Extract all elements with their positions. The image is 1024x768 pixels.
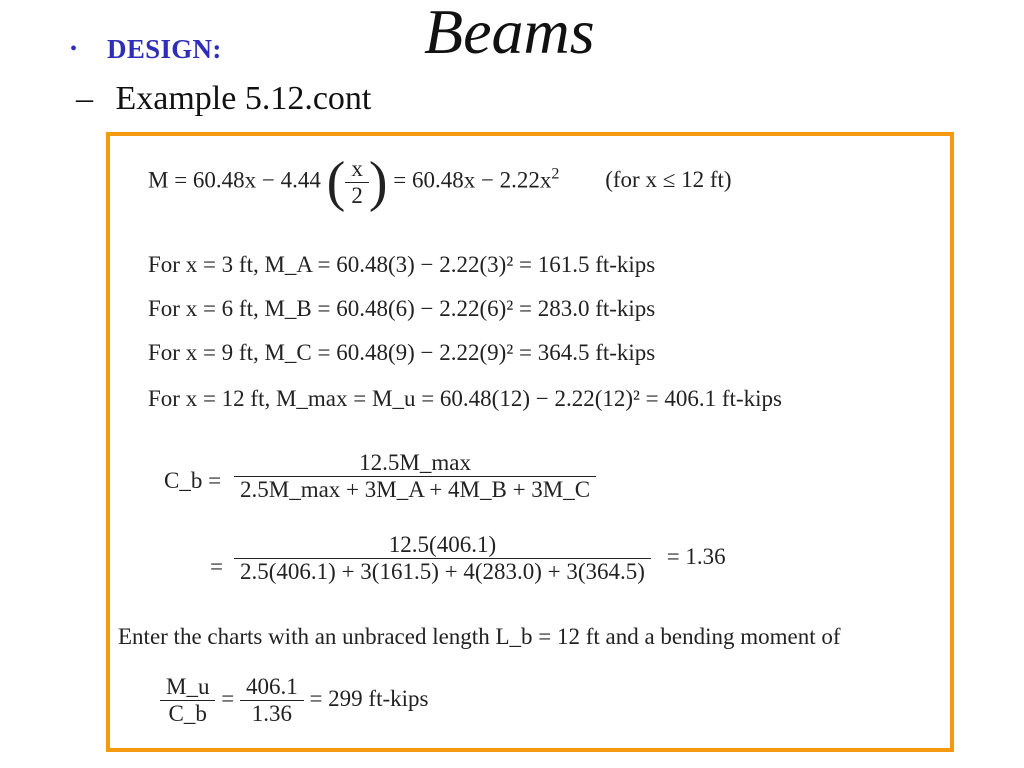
final-d2: 1.36	[240, 700, 304, 727]
eq1-lhs: M = 60.48x − 4.44	[148, 167, 321, 193]
cb2-frac	[234, 532, 651, 585]
bullet-row	[70, 34, 222, 65]
cb-den: 2.5M_max + 3M_A + 4M_B + 3M_C	[234, 476, 596, 503]
cb2-den: 2.5(406.1) + 3(161.5) + 4(283.0) + 3(364.5)	[234, 558, 651, 585]
slide-title: Beams	[424, 0, 595, 67]
moment-line-c: For x = 9 ft, M_C = 60.48(9) − 2.22(9)² = 364.5 ft-kips	[148, 340, 656, 365]
eq1-frac-num: x	[351, 155, 363, 181]
cb2-num: 12.5(406.1)	[388, 532, 497, 557]
cb-label: C_b =	[164, 468, 222, 493]
final-d1: C_b	[160, 700, 215, 727]
cb2-fraction	[234, 532, 726, 585]
design-label: DESIGN:	[107, 34, 222, 64]
eq1-rhs: = 60.48x − 2.22x	[393, 167, 552, 193]
final-equation	[160, 674, 428, 727]
eq1-fraction	[345, 156, 369, 209]
cb-fraction	[234, 450, 596, 503]
left-paren: (	[326, 151, 346, 213]
moment-equation	[148, 151, 732, 213]
dash-icon: –	[76, 80, 93, 117]
right-paren: )	[368, 151, 388, 213]
moment-line-a: For x = 3 ft, M_A = 60.48(3) − 2.22(3)² = 161.5 ft-kips	[148, 252, 656, 277]
cb-num: 12.5M_max	[359, 450, 471, 475]
final-n2: 406.1	[245, 674, 298, 699]
subtitle-row	[76, 80, 371, 118]
cb2-eq: =	[210, 554, 223, 579]
eq1-frac-den: 2	[345, 182, 369, 209]
final-frac-2	[240, 674, 304, 727]
cb-frac	[234, 450, 596, 503]
moment-line-max: For x = 12 ft, M_max = M_u = 60.48(12) − 2.22(12)² = 406.1 ft-kips	[148, 386, 782, 411]
final-n1: M_u	[166, 674, 210, 699]
cb2-rhs: = 1.36	[666, 543, 726, 569]
equation-box	[106, 132, 954, 752]
final-rhs: = 299 ft-kips	[309, 685, 429, 711]
enter-charts-text: Enter the charts with an unbraced length L_b = 12 ft and a bending moment of	[118, 624, 841, 649]
bullet-icon: •	[70, 38, 78, 60]
subtitle: Example 5.12.cont	[115, 80, 372, 117]
final-frac-1	[160, 674, 215, 727]
final-eq: =	[221, 685, 235, 711]
eq1-condition: (for x ≤ 12 ft)	[605, 167, 732, 193]
eq1-exp: 2	[551, 165, 560, 183]
moment-line-b: For x = 6 ft, M_B = 60.48(6) − 2.22(6)² = 283.0 ft-kips	[148, 296, 656, 321]
